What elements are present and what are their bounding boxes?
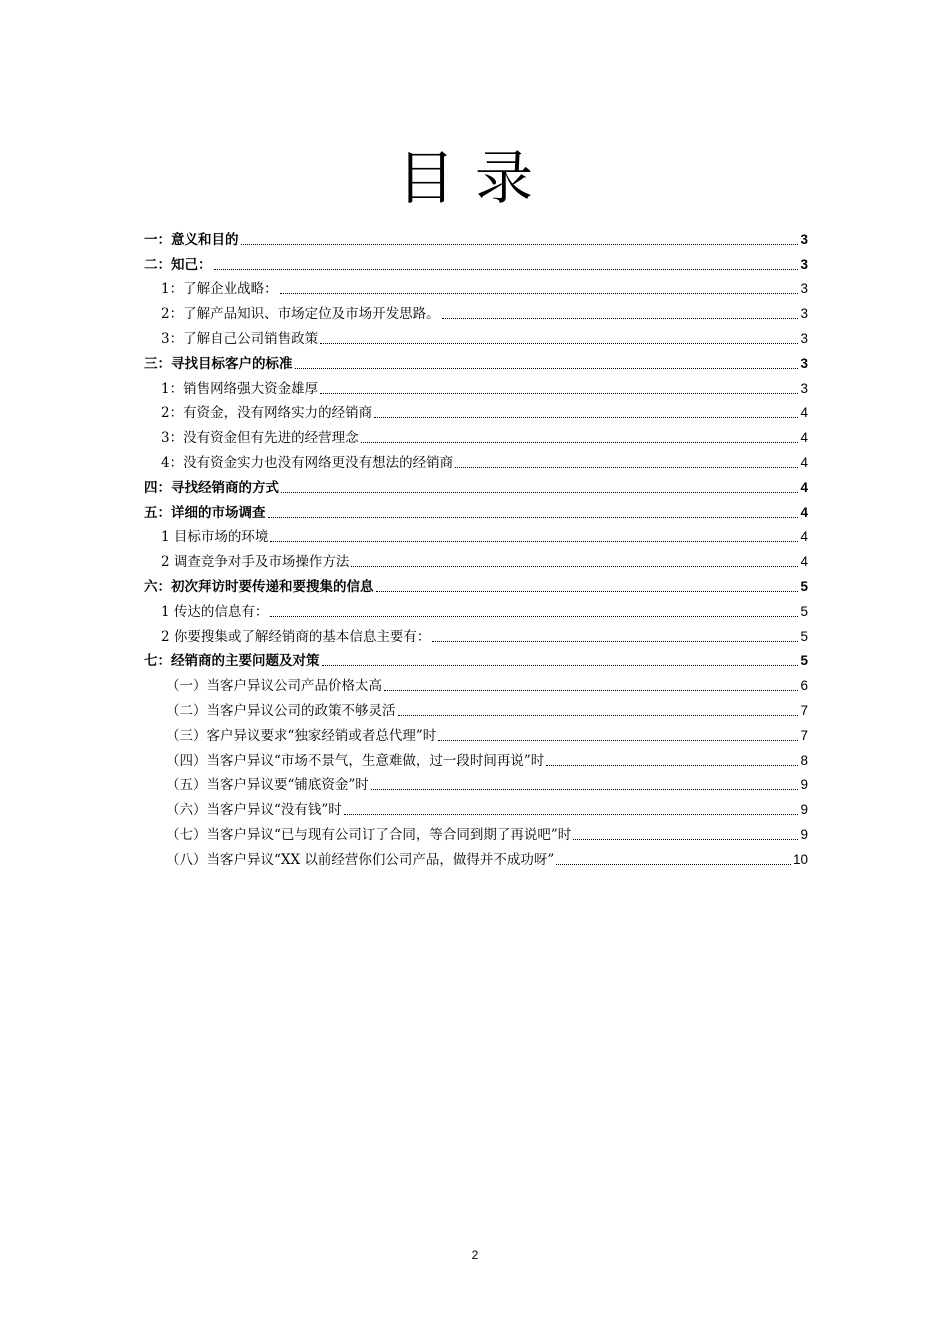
toc-entry[interactable] bbox=[144, 745, 808, 770]
toc-dot-leader bbox=[361, 442, 799, 443]
toc-entry-page: 5 bbox=[800, 653, 808, 669]
toc-entry-page: 9 bbox=[800, 777, 808, 793]
toc-entry-page: 4 bbox=[800, 405, 808, 421]
toc-dot-leader bbox=[432, 641, 798, 642]
toc-entry[interactable] bbox=[144, 695, 808, 720]
toc-entry-label: 五：详细的市场调查 bbox=[144, 504, 266, 521]
toc-entry-label: 1：销售网络强大资金雄厚 bbox=[161, 380, 319, 397]
toc-entry[interactable] bbox=[144, 720, 808, 745]
toc-entry-page: 7 bbox=[800, 702, 808, 718]
toc-entry-label: （八）当客户异议“XX 以前经营你们公司产品，做得并不成功呀” bbox=[166, 851, 555, 868]
toc-entry-page: 4 bbox=[800, 430, 808, 446]
toc-entry-page: 4 bbox=[800, 504, 808, 520]
toc-dot-leader bbox=[438, 740, 798, 741]
toc-entry-page: 9 bbox=[800, 826, 808, 842]
toc-entry[interactable] bbox=[144, 422, 808, 447]
toc-entry-label: 三：寻找目标客户的标准 bbox=[144, 355, 293, 372]
toc-dot-leader bbox=[556, 864, 791, 865]
toc-entry[interactable] bbox=[144, 670, 808, 695]
toc-entry-page: 5 bbox=[800, 578, 808, 594]
toc-entry[interactable] bbox=[144, 571, 808, 596]
toc-entry-page: 9 bbox=[800, 802, 808, 818]
toc-entry-page: 5 bbox=[800, 603, 808, 619]
toc-entry[interactable] bbox=[144, 621, 808, 646]
toc-dot-leader bbox=[280, 293, 799, 294]
toc-entry[interactable] bbox=[144, 770, 808, 795]
toc-dot-leader bbox=[351, 566, 798, 567]
toc-entry-label: 1 目标市场的环境 bbox=[161, 529, 269, 546]
toc-entry-label: （三）客户异议要求“独家经销或者总代理”时 bbox=[166, 727, 437, 744]
toc-entry[interactable] bbox=[144, 819, 808, 844]
toc-dot-leader bbox=[241, 244, 799, 245]
toc-dot-leader bbox=[320, 393, 798, 394]
toc-dot-leader bbox=[322, 665, 799, 666]
toc-entry[interactable] bbox=[144, 844, 808, 869]
toc-entry[interactable] bbox=[144, 373, 808, 398]
toc-entry-label: 2：有资金，没有网络实力的经销商 bbox=[161, 405, 373, 422]
toc-entry-page: 3 bbox=[800, 231, 808, 247]
toc-entry[interactable] bbox=[144, 546, 808, 571]
toc-entry-label: （五）当客户异议要“铺底资金”时 bbox=[166, 777, 369, 794]
toc-entry[interactable] bbox=[144, 348, 808, 373]
toc-dot-leader bbox=[214, 269, 799, 270]
toc-dot-leader bbox=[546, 765, 798, 766]
toc-entry[interactable] bbox=[144, 298, 808, 323]
table-of-contents bbox=[144, 224, 808, 869]
page-number: 2 bbox=[471, 1248, 479, 1262]
toc-entry-page: 3 bbox=[800, 256, 808, 272]
toc-entry-label: 1：了解企业战略： bbox=[161, 281, 278, 298]
toc-entry[interactable] bbox=[144, 794, 808, 819]
toc-dot-leader bbox=[281, 492, 798, 493]
toc-entry-page: 4 bbox=[800, 479, 808, 495]
toc-entry-label: 2 你要搜集或了解经销商的基本信息主要有： bbox=[161, 628, 431, 645]
toc-entry[interactable] bbox=[144, 274, 808, 299]
toc-dot-leader bbox=[442, 318, 799, 319]
toc-entry-page: 3 bbox=[800, 355, 808, 371]
toc-entry[interactable] bbox=[144, 249, 808, 274]
toc-dot-leader bbox=[371, 789, 799, 790]
toc-dot-leader bbox=[295, 368, 799, 369]
toc-entry-label: 4：没有资金实力也没有网络更没有想法的经销商 bbox=[161, 454, 454, 471]
toc-entry-page: 8 bbox=[800, 752, 808, 768]
toc-entry[interactable] bbox=[144, 646, 808, 671]
toc-entry-label: 四：寻找经销商的方式 bbox=[144, 479, 279, 496]
toc-entry-label: 七：经销商的主要问题及对策 bbox=[144, 653, 320, 670]
toc-dot-leader bbox=[376, 591, 799, 592]
toc-entry-page: 3 bbox=[800, 380, 808, 396]
toc-entry-page: 4 bbox=[800, 529, 808, 545]
toc-entry-label: 1 传达的信息有： bbox=[161, 603, 269, 620]
toc-entry-page: 6 bbox=[800, 678, 808, 694]
toc-entry-page: 4 bbox=[800, 454, 808, 470]
toc-entry-page: 3 bbox=[800, 330, 808, 346]
toc-dot-leader bbox=[268, 517, 799, 518]
toc-entry-label: 一：意义和目的 bbox=[144, 231, 239, 248]
toc-entry-label: 2 调查竞争对手及市场操作方法 bbox=[161, 554, 350, 571]
page-title: 目录 bbox=[396, 144, 553, 212]
toc-entry-page: 7 bbox=[800, 727, 808, 743]
toc-dot-leader bbox=[270, 541, 798, 542]
toc-entry[interactable] bbox=[144, 224, 808, 249]
toc-entry-page: 3 bbox=[800, 306, 808, 322]
toc-dot-leader bbox=[398, 715, 799, 716]
toc-entry-label: （六）当客户异议“没有钱”时 bbox=[166, 802, 342, 819]
toc-entry[interactable] bbox=[144, 522, 808, 547]
toc-dot-leader bbox=[344, 814, 799, 815]
toc-dot-leader bbox=[455, 467, 798, 468]
toc-entry-label: （二）当客户异议公司的政策不够灵活 bbox=[166, 702, 396, 719]
toc-entry-label: 3：没有资金但有先进的经营理念 bbox=[161, 430, 359, 447]
toc-dot-leader bbox=[384, 690, 798, 691]
toc-entry-label: （一）当客户异议公司产品价格太高 bbox=[166, 678, 382, 695]
toc-dot-leader bbox=[374, 417, 798, 418]
toc-dot-leader bbox=[270, 616, 798, 617]
toc-entry[interactable] bbox=[144, 323, 808, 348]
toc-entry-label: （七）当客户异议“已与现有公司订了合同，等合同到期了再说吧”时 bbox=[166, 826, 572, 843]
toc-dot-leader bbox=[573, 839, 798, 840]
toc-entry-label: 2：了解产品知识、市场定位及市场开发思路。 bbox=[161, 306, 440, 323]
toc-entry-page: 10 bbox=[792, 851, 808, 867]
toc-entry-page: 5 bbox=[800, 628, 808, 644]
toc-entry[interactable] bbox=[144, 398, 808, 423]
toc-entry[interactable] bbox=[144, 596, 808, 621]
toc-entry[interactable] bbox=[144, 472, 808, 497]
toc-entry[interactable] bbox=[144, 497, 808, 522]
toc-entry-page: 3 bbox=[800, 281, 808, 297]
toc-entry-label: 六：初次拜访时要传递和要搜集的信息 bbox=[144, 578, 374, 595]
toc-entry-label: （四）当客户异议“市场不景气，生意难做，过一段时间再说”时 bbox=[166, 752, 545, 769]
toc-dot-leader bbox=[320, 343, 798, 344]
toc-entry-page: 4 bbox=[800, 554, 808, 570]
toc-entry-label: 二：知己： bbox=[144, 256, 212, 273]
toc-entry[interactable] bbox=[144, 447, 808, 472]
toc-entry-label: 3：了解自己公司销售政策 bbox=[161, 330, 319, 347]
